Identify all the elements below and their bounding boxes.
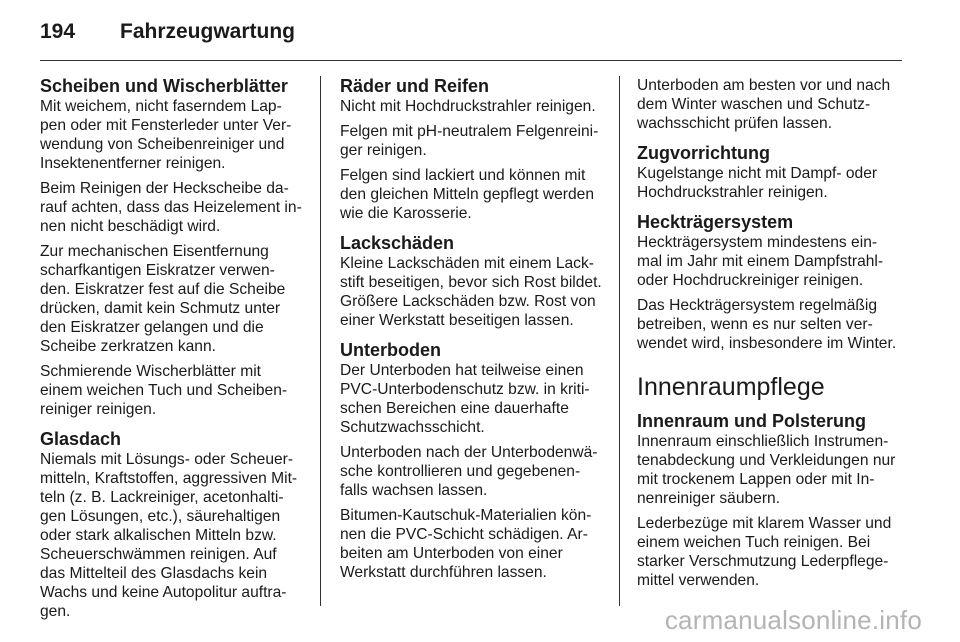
column-left (40, 76, 308, 627)
column-right (637, 76, 905, 596)
page-header (40, 12, 902, 60)
paragraph: Bitumen-Kautschuk-Materialien kön- nen die PVC-Schicht schädigen. Ar- beiten am Unterboden von einer Werkstatt durchführen lassen. (340, 507, 592, 581)
paragraph: Innenraum einschließlich Instrumen- tenabdeckung und Verkleidungen nur mit trockenem Lappen oder mit In- nenreiniger säubern. (637, 433, 896, 507)
page-number: 194 (40, 20, 76, 43)
paragraph: Zur mechanischen Eisentfernung scharfkantigen Eiskratzer verwen- den. Eiskratzer fest auf die Scheibe drücken, damit kein Schmutz unter den Eiskratzer gelangen und die Scheibe zerkratzen kann. (40, 243, 286, 355)
column-divider-1 (320, 76, 321, 606)
page-title: Fahrzeugwartung (120, 20, 296, 43)
heading-lackschaeden: Lackschäden (340, 233, 455, 253)
paragraph: Beim Reinigen der Heckscheibe da- rauf achten, dass das Heizelement in- nen nicht beschädigt wird. (40, 180, 302, 235)
column-divider-2 (619, 76, 620, 606)
paragraph: Felgen sind lackiert und können mit den gleichen Mitteln gepflegt werden wie die Karosserie. (340, 167, 594, 222)
paragraph: Felgen mit pH-neutralem Felgenreini- ger reinigen. (340, 123, 599, 159)
heading-scheiben: Scheiben und Wischerblätter (40, 76, 288, 96)
paragraph: Das Heckträgersystem regelmäßig betreiben, wenn es nur selten ver- wendet wird, insbesondere im Winter. (637, 297, 897, 352)
header-divider (40, 60, 902, 61)
section-title-innenraumpflege: Innenraumpflege (637, 373, 825, 401)
paragraph: Unterboden nach der Unterbodenwä- sche kontrollieren und gegebenen- falls wachsen lassen. (340, 444, 598, 499)
heading-raeder: Räder und Reifen (340, 76, 490, 96)
heading-glasdach: Glasdach (40, 429, 122, 449)
paragraph: Der Unterboden hat teilweise einen PVC-Unterbodenschutz bzw. in kriti- schen Bereichen eine dauerhafte Schutzwachsschicht. (340, 362, 590, 436)
heading-hecktraeger: Heckträgersystem (637, 212, 794, 232)
paragraph: Kugelstange nicht mit Dampf- oder Hochdruckstrahler reinigen. (637, 165, 878, 201)
column-middle (340, 76, 608, 588)
paragraph: Lederbezüge mit klarem Wasser und einem weichen Tuch reinigen. Bei starker Verschmutzung Lederpflege- mittel verwenden. (637, 515, 892, 589)
paragraph: Niemals mit Lösungs- oder Scheuer- mitteln, Kraftstoffen, aggressiven Mit- teln (z. B. Lackreiniger, acetonhalti- gen Lösungen, etc.), säurehaltigen oder stark alkalischen Mitteln bzw. Scheuerschwämmen reinigen. Auf das Mittelteil des Glasdachs kein Wachs und keine Autopolitur auftra- gen. (40, 451, 298, 620)
heading-zugvorrichtung: Zugvorrichtung (637, 143, 770, 163)
heading-unterboden: Unterboden (340, 340, 441, 360)
watermark: carmanualsonline.info (664, 605, 922, 635)
paragraph: Kleine Lackschäden mit einem Lack- stift beseitigen, bevor sich Rost bildet. Größere Lackschäden bzw. Rost von einer Werkstatt beseitigen lassen. (340, 255, 602, 329)
paragraph: Schmierende Wischerblätter mit einem weichen Tuch und Scheiben- reiniger reinigen. (40, 363, 288, 418)
paragraph: Heckträgersystem mindestens ein- mal im Jahr mit einem Dampfstrahl- oder Hochdruckreiniger reinigen. (637, 234, 884, 289)
heading-innenraum: Innenraum und Polsterung (637, 411, 867, 431)
paragraph: Unterboden am besten vor und nach dem Winter waschen und Schutz- wachsschicht prüfen lassen. (637, 77, 891, 132)
paragraph: Nicht mit Hochdruckstrahler reinigen. (340, 98, 596, 115)
paragraph: Mit weichem, nicht faserndem Lap- pen oder mit Fensterleder unter Ver- wendung von Scheibenreiniger und Insektenentferner reinigen. (40, 98, 292, 172)
